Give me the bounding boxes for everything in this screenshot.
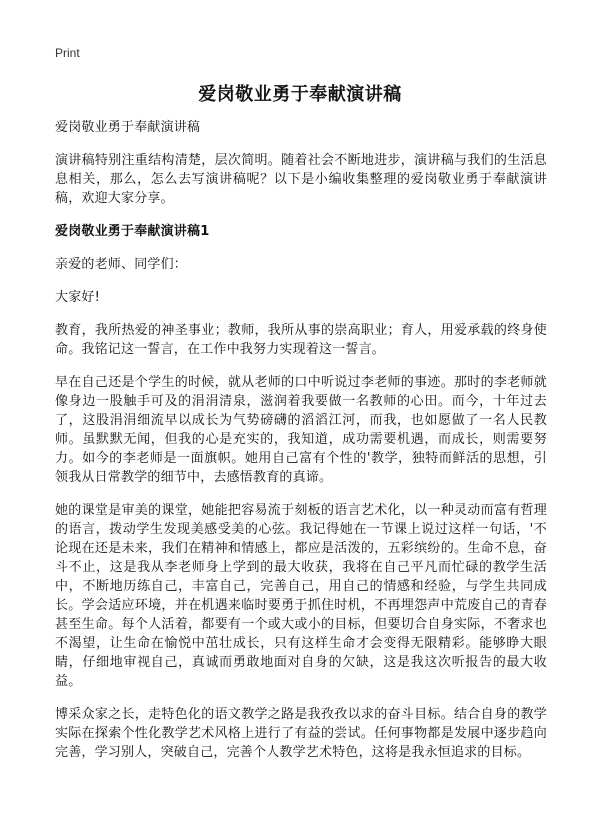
greeting: 大家好!: [55, 290, 101, 305]
intro-paragraph: 演讲稿特别注重结构清楚，层次简明。随着社会不断地进步，演讲稿与我们的生活息息相关，那么，怎么去写演讲稿呢？以下是小编收集整理的爱岗敬业勇于奉献演讲稿，欢迎大家分享。: [55, 153, 547, 206]
body-paragraph: 早在自己还是个学生的时候，就从老师的口中听说过李老师的事迹。那时的李老师就像身边一股触手可及的涓涓清泉，滋润着我要做一名教师的心田。而今，十年过去了，这股涓涓细流早以成长为气势磅礴的滔滔江河，而我，也如愿做了一名人民教师。虽默默无闻，但我的心是充实的，我知道，成功需要机遇，而成长，则需要努力。如今的李老师是一面旗帜。她用自己富有个性的'教学，独特而鲜活的思想，引领我从日常教学的细节中，去感悟教育的真谛。: [55, 375, 547, 485]
body-paragraph: 她的课堂是审美的课堂，她能把容易流于刻板的语言艺术化，以一种灵动而富有哲理的语言，拨动学生发现美感受美的心弦。我记得她在一节课上说过这样一句话，'不论现在还是未来，我们在精神和情感上，都应是活泼的，五彩缤纷的。生命不息，奋斗不止，这是我从李老师身上学到的最大收获，我将在自己平凡而忙碌的教学生活中，不断地历练自己，丰富自己，完善自己，用自己的情感和经验，与学生共同成长。学会适应环境，并在机遇来临时要勇于抓住时机，不再埋怨声中荒废自己的青春甚至生命。每个人活着，都要有一个或大或小的目标，但要切合自身实际，不奢求也不渴望，让生命在愉悦中茁壮成长，只有这样生命才会变得无限精彩。能够睁大眼睛，仔细地审视自己，真诚而勇敢地面对自身的欠缺，这是我这次听报告的最大收益。: [55, 503, 547, 689]
body-paragraph: 博采众家之长，走特色化的语文教学之路是我孜孜以求的奋斗目标。结合自身的教学实际在探索个性化教学艺术风格上进行了有益的尝试。任何事物都是发展中逐步趋向完善，学习别人，突破自己，完善个人教学艺术特色，这将是我永恒追求的目标。: [55, 707, 547, 760]
page-title: 爱岗敬业勇于奉献演讲稿: [198, 84, 402, 105]
intro-title-paragraph: 爱岗敬业勇于奉献演讲稿: [55, 120, 201, 135]
print-label[interactable]: Print: [55, 46, 80, 60]
section-heading: 爱岗敬业勇于奉献演讲稿1: [55, 224, 210, 239]
document-body: [55, 118, 547, 776]
salutation: 亲爱的老师、同学们：: [55, 257, 188, 272]
body-paragraph: 教育，我所热爱的神圣事业；教师，我所从事的崇高职业；育人，用爱承载的终身使命。我铭记这一誓言，在工作中我努力实现着这一誓言。: [55, 323, 547, 357]
